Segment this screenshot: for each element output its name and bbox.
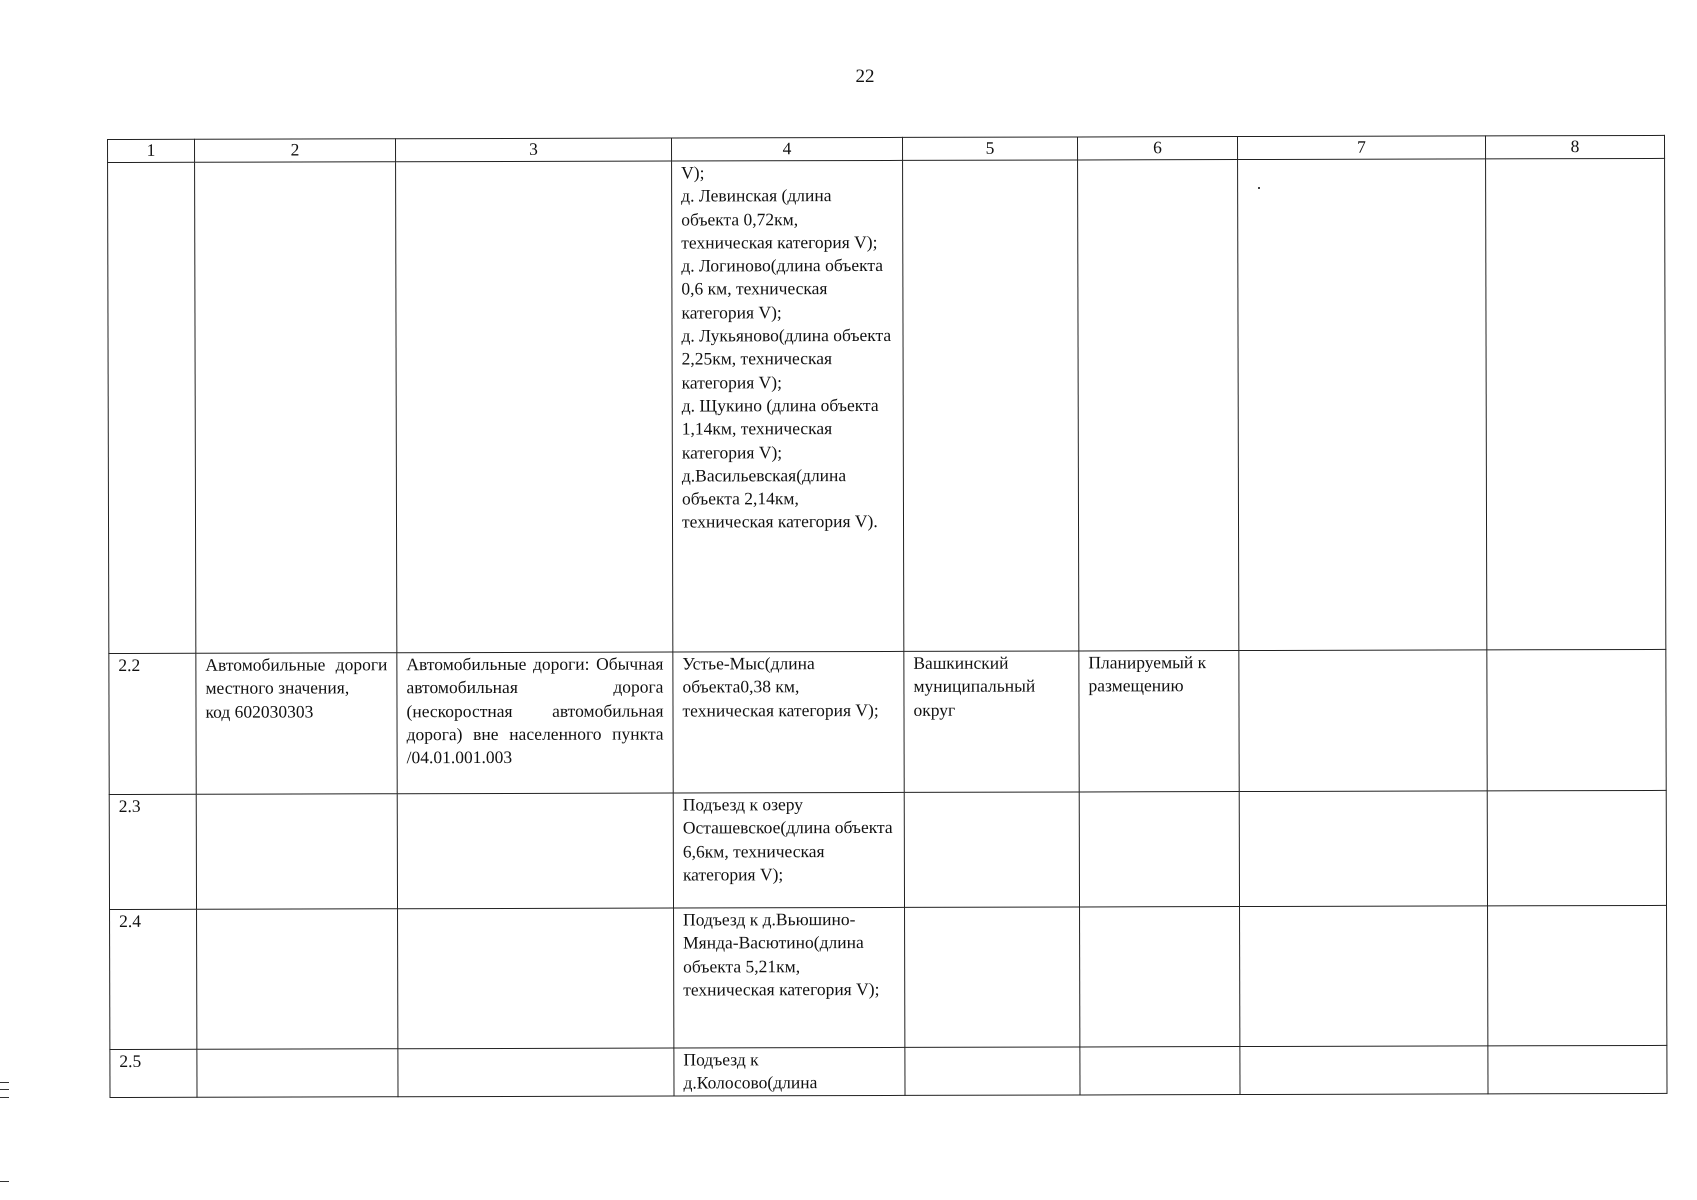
object-code: код 602030303	[205, 701, 314, 722]
cell-number	[108, 162, 196, 653]
cell-column-7	[1240, 1046, 1488, 1094]
column-header-6: 6	[1077, 137, 1237, 160]
cell-location	[904, 792, 1079, 907]
cell-status	[1080, 1047, 1240, 1095]
table-row	[108, 158, 1666, 653]
cell-status: Планируемый к размещению	[1079, 651, 1239, 792]
cell-location	[903, 160, 1079, 651]
cell-object-purpose: Автомобильные дороги: Обычная автомобильная дорога (нескоростная автомобильная дорога) вне населенного пункта /04.01.001.003	[397, 652, 673, 794]
cell-object-purpose	[397, 793, 673, 909]
cell-status	[1079, 792, 1239, 907]
cell-column-8	[1488, 905, 1667, 1045]
column-header-7: 7	[1237, 136, 1485, 160]
column-header-5: 5	[902, 137, 1077, 160]
cell-object-description: Подъезд к д.Колосово(длина	[674, 1047, 905, 1095]
cell-column-8	[1488, 1045, 1667, 1093]
cell-object-description: Подъезд к озеру Осташевское(длина объекта 6,6км, техническая категория V);	[673, 792, 904, 908]
table-row	[109, 790, 1666, 909]
page-number: 22	[855, 66, 875, 87]
cell-object-purpose	[398, 908, 674, 1049]
cell-object-type	[197, 1049, 398, 1097]
cell-column-8	[1486, 158, 1666, 649]
column-header-1: 1	[108, 139, 195, 162]
table-row	[110, 905, 1667, 1049]
binding-mark	[0, 1082, 9, 1098]
table-row	[109, 649, 1666, 794]
scan-speck	[1258, 187, 1260, 189]
cell-column-7	[1238, 159, 1487, 651]
table-row	[110, 1045, 1667, 1097]
cell-object-purpose	[396, 161, 673, 653]
cell-column-7	[1239, 791, 1487, 907]
column-header-3: 3	[396, 138, 672, 162]
cell-column-7	[1240, 906, 1488, 1047]
cell-status	[1078, 160, 1239, 651]
cell-object-type	[195, 162, 397, 654]
cell-object-description: V); д. Левинская (длина объекта 0,72км, техническая категория V); д. Логиново(длина объекта 0,6 км, техническая категория V); д. Лукьяново(длина объекта 2,25км, техническая категория V); д. Щукино (длина объекта 1,14км, техническая категория V); д.Васильевская(длина объекта 2,14км, техническая категория V).	[672, 160, 904, 652]
cell-location	[905, 907, 1080, 1047]
column-header-2: 2	[195, 139, 396, 163]
cell-object-type	[196, 794, 397, 910]
column-header-4: 4	[671, 137, 902, 161]
cell-location: Вашкинский муниципальный округ	[904, 651, 1079, 792]
cell-object-type	[197, 909, 398, 1050]
cell-number: 2.2	[109, 653, 196, 794]
binding-mark	[0, 1181, 9, 1182]
document-table	[107, 135, 1668, 1098]
cell-column-8	[1487, 790, 1666, 905]
cell-number: 2.4	[110, 909, 197, 1049]
cell-column-7	[1239, 650, 1487, 792]
object-type-text: Автомобильные дороги местного значения,	[205, 654, 388, 699]
cell-object-description: Устье-Мыс(длина объекта0,38 км, техническая категория V);	[673, 651, 904, 793]
column-header-8: 8	[1485, 135, 1664, 158]
cell-object-type	[196, 653, 397, 795]
cell-column-8	[1487, 649, 1666, 790]
cell-status	[1080, 907, 1240, 1047]
cell-number: 2.5	[110, 1049, 197, 1097]
cell-object-description: Подъезд к д.Вьюшино-Мянда-Васютино(длина объекта 5,21км, техническая категория V);	[674, 907, 905, 1048]
cell-number: 2.3	[109, 794, 196, 909]
cell-location	[905, 1047, 1080, 1095]
cell-object-purpose	[398, 1048, 674, 1096]
